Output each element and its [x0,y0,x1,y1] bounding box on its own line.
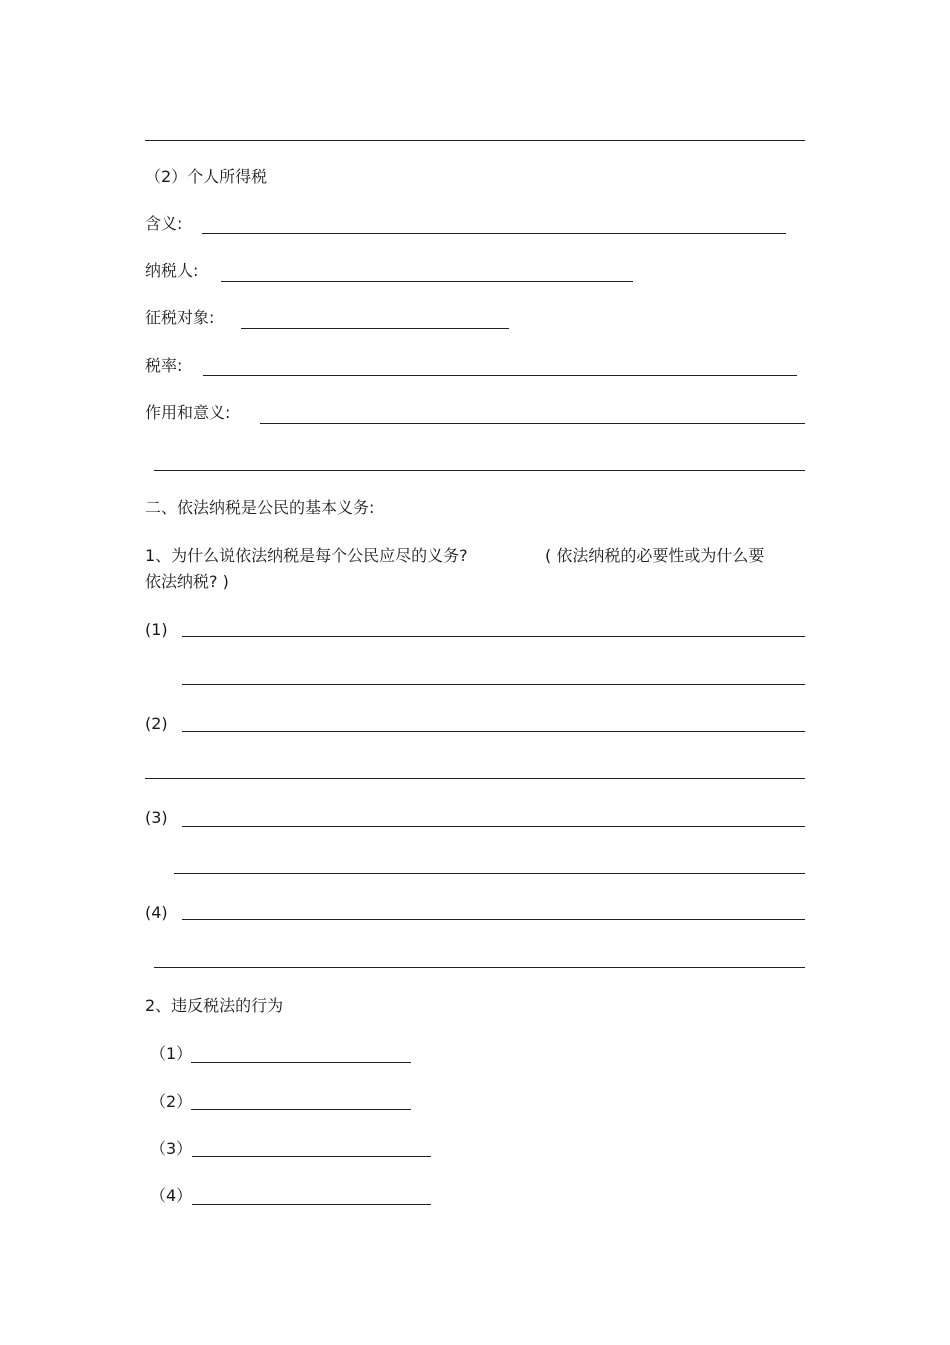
tax-object-label: 征税对象: [145,308,215,327]
question-1-aside: ( 依法纳税的必要性或为什么要 [545,546,765,565]
answer-2-blank-continued[interactable] [145,778,805,779]
violation-4-blank[interactable] [192,1204,431,1205]
violation-4-label: （4） [150,1186,193,1205]
answer-1-blank[interactable] [182,636,805,637]
violation-3-label: （3） [150,1139,193,1158]
question-2-heading: 2、违反税法的行为 [145,996,284,1015]
section-two-heading: 二、依法纳税是公民的基本义务: [145,498,375,517]
role-label: 作用和意义: [145,403,231,422]
answer-1-label: (1) [145,620,168,639]
answer-4-blank-continued[interactable] [154,967,805,968]
tax-rate-label: 税率: [145,356,183,375]
answer-4-blank[interactable] [182,919,805,920]
role-blank-1[interactable] [260,423,805,424]
answer-1-blank-continued[interactable] [182,684,805,685]
answer-4-label: (4) [145,903,168,922]
meaning-blank[interactable] [202,233,786,234]
role-blank-2[interactable] [154,470,805,471]
answer-3-blank-continued[interactable] [174,873,805,874]
answer-3-label: (3) [145,808,168,827]
question-1-text-continued: 依法纳税? ) [145,572,229,591]
taxpayer-label: 纳税人: [145,261,199,280]
answer-3-blank[interactable] [182,826,805,827]
tax-rate-blank[interactable] [203,375,797,376]
top-rule [145,140,805,141]
violation-3-blank[interactable] [192,1156,431,1157]
income-tax-heading: （2）个人所得税 [145,167,268,186]
violation-1-blank[interactable] [191,1062,411,1063]
violation-2-blank[interactable] [191,1109,411,1110]
tax-object-blank[interactable] [241,328,509,329]
violation-1-label: （1） [150,1044,193,1063]
meaning-label: 含义: [145,214,183,233]
violation-2-label: （2） [150,1092,193,1111]
answer-2-blank[interactable] [182,731,805,732]
answer-2-label: (2) [145,714,168,733]
question-1-text: 1、为什么说依法纳税是每个公民应尽的义务? [145,546,468,565]
taxpayer-blank[interactable] [221,281,633,282]
